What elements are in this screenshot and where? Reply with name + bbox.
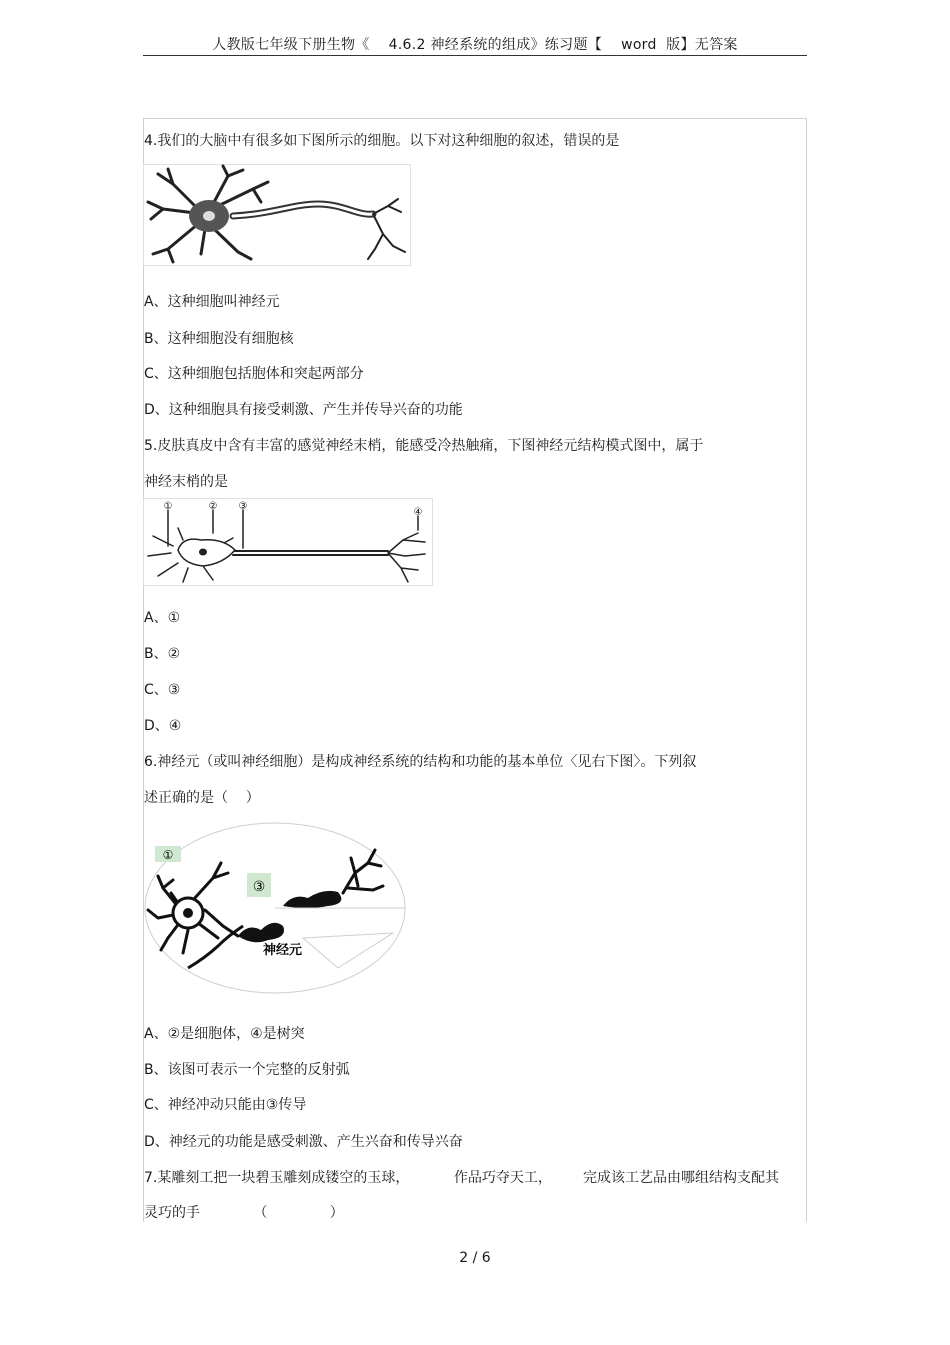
question-4-stem: 4.我们的大脑中有很多如下图所示的细胞。以下对这种细胞的叙述，错误的是 — [144, 133, 620, 149]
q6-label-1: ① — [162, 848, 174, 862]
q4-option-d: D、这种细胞具有接受刺激、产生并传导兴奋的功能 — [144, 402, 463, 418]
question-6-stem-line1: 6.神经元（或叫神经细胞）是构成神经系统的结构和功能的基本单位〈见右下图〉。下列叙 — [144, 754, 697, 770]
q6-label-3: ③ — [252, 879, 266, 895]
q5-option-b: B、② — [144, 646, 181, 662]
q6-option-d: D、神经元的功能是感受刺激、产生兴奋和传导兴奋 — [144, 1134, 463, 1150]
content-frame-right — [806, 118, 807, 1222]
question-6-stem-line2: 述正确的是（ ） — [144, 790, 260, 806]
q5-option-a: A、① — [144, 610, 181, 626]
question-7-stem-line2: 灵巧的手 （ ） — [144, 1205, 344, 1221]
document-header: 人教版七年级下册生物《 4.6.2 神经系统的组成》练习题【 word 版】无答案 — [212, 37, 738, 53]
q4-option-c: C、这种细胞包括胞体和突起两部分 — [144, 366, 364, 382]
question-5-stem-line1: 5.皮肤真皮中含有丰富的感觉神经末梢，能感受冷热触痛，下图神经元结构模式图中，属于 — [144, 438, 704, 454]
page-number: 2 / 6 — [459, 1250, 491, 1266]
question-7-stem-line1: 7.某雕刻工把一块碧玉雕刻成镂空的玉球， 作品巧夺天工， 完成该工艺品由哪组结构支配其 — [144, 1170, 780, 1186]
content-frame-left — [143, 118, 144, 1222]
q4-option-b: B、这种细胞没有细胞核 — [144, 331, 294, 347]
q5-label-3: ③ — [238, 501, 248, 512]
neuron-diagram-q5 — [143, 498, 433, 586]
neuron-diagram-q6 — [143, 818, 408, 998]
q6-option-c: C、神经冲动只能由③传导 — [144, 1097, 307, 1113]
q5-label-2: ② — [208, 501, 218, 512]
q5-option-d: D、④ — [144, 718, 182, 734]
header-divider — [143, 55, 807, 56]
q5-label-1: ① — [163, 501, 173, 512]
q6-option-b: B、该图可表示一个完整的反射弧 — [144, 1062, 350, 1078]
q6-option-a: A、②是细胞体，④是树突 — [144, 1026, 305, 1042]
q5-label-4: ④ — [413, 507, 423, 518]
q5-option-c: C、③ — [144, 682, 181, 698]
q6-figure-text: 神经元 — [263, 943, 303, 958]
question-5-stem-line2: 神经末梢的是 — [144, 474, 228, 490]
q4-option-a: A、这种细胞叫神经元 — [144, 294, 280, 310]
neuron-figure-q4 — [143, 164, 411, 266]
content-frame-top — [143, 118, 807, 119]
